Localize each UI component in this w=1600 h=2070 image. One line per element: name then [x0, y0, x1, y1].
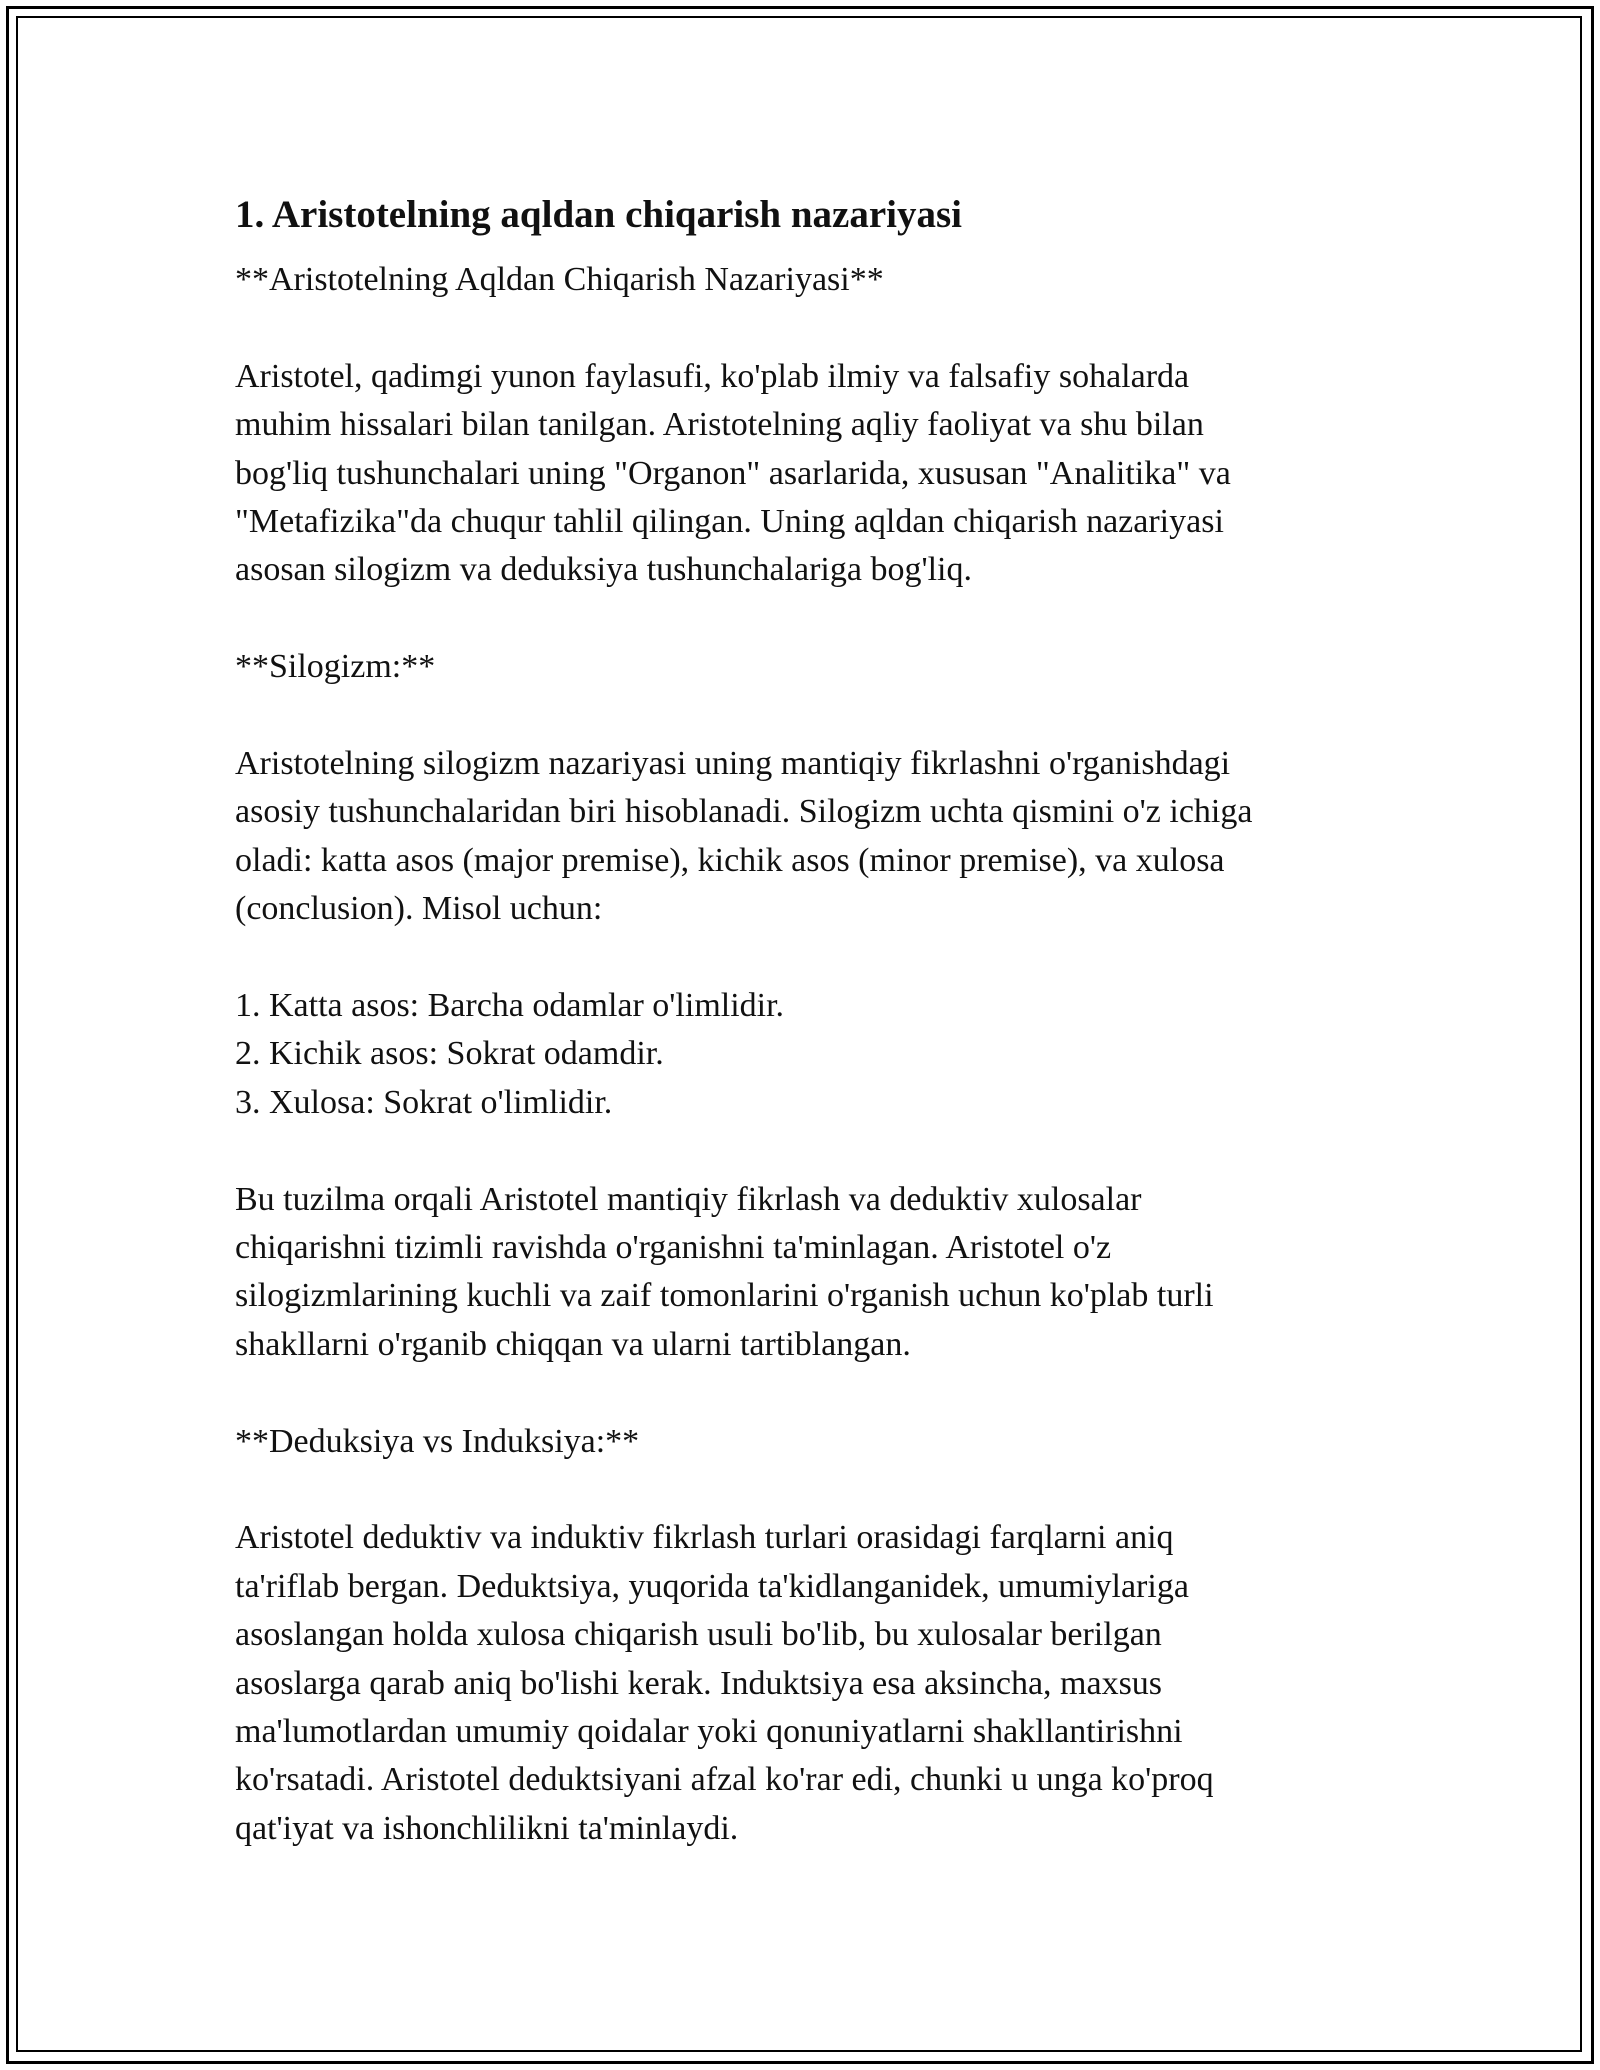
deduction-paragraph — [235, 1514, 1375, 1853]
example-list — [235, 982, 1375, 1127]
paragraph-line: Aristotel, qadimgi yunon faylasufi, ko'plab ilmiy va falsafiy sohalarda — [235, 357, 1190, 395]
paragraph-line: silogizmlarining kuchli va zaif tomonlarini o'rganish uchun ko'plab turli — [235, 1277, 1214, 1315]
paragraph-gap — [235, 692, 1375, 740]
paragraph-line: "Metafizika"da chuqur tahlil qilingan. Uning aqldan chiqarish nazariyasi — [235, 503, 1224, 541]
paragraph-line: ma'lumotlardan umumiy qoidalar yoki qonuniyatlarni shakllantirishni — [235, 1713, 1183, 1751]
paragraph-line: muhim hissalari bilan tanilgan. Aristotelning aqliy faoliyat va shu bilan — [235, 406, 1204, 444]
paragraph-line: shakllarni o'rganib chiqqan va ularni tartiblangan. — [235, 1325, 911, 1363]
paragraph-line: asosan silogizm va deduksiya tushunchalariga bog'liq. — [235, 551, 972, 589]
document-subtitle: **Aristotelning Aqldan Chiqarish Nazariyasi** — [235, 261, 884, 298]
list-item: 1. Katta asos: Barcha odamlar o'limlidir. — [235, 987, 785, 1025]
paragraph-line: ta'riflab bergan. Deduktsiya, yuqorida ta'kidlanganidek, umumiylariga — [235, 1567, 1189, 1605]
paragraph-line: asoslangan holda xulosa chiqarish usuli bo'lib, bu xulosalar berilgan — [235, 1616, 1162, 1654]
paragraph-line: oladi: katta asos (major premise), kichik asos (minor premise), va xulosa — [235, 841, 1225, 879]
paragraph-line: Bu tuzilma orqali Aristotel mantiqiy fikrlash va deduktiv xulosalar — [235, 1180, 1142, 1218]
structure-paragraph — [235, 1176, 1375, 1370]
paragraph-gap — [235, 595, 1375, 643]
paragraph-line: qat'iyat va ishonchlilikni ta'minlaydi. — [235, 1809, 739, 1847]
document-body — [235, 180, 1375, 1853]
section-heading-silogizm: **Silogizm:** — [235, 648, 436, 686]
intro-paragraph — [235, 353, 1375, 595]
list-item: 3. Xulosa: Sokrat o'limlidir. — [235, 1083, 613, 1121]
silogizm-paragraph — [235, 740, 1375, 934]
paragraph-line: Aristotelning silogizm nazariyasi uning mantiqiy fikrlashni o'rganishdagi — [235, 745, 1231, 783]
paragraph-line: chiqarishni tizimli ravishda o'rganishni ta'minlagan. Aristotel o'z — [235, 1229, 1112, 1267]
paragraph-gap — [235, 1369, 1375, 1417]
paragraph-line: Aristotel deduktiv va induktiv fikrlash turlari orasidagi farqlarni aniq — [235, 1519, 1174, 1557]
paragraph-line: (conclusion). Misol uchun: — [235, 890, 603, 928]
paragraph-line: asosiy tushunchalaridan biri hisoblanadi. Silogizm uchta qismini o'z ichiga — [235, 793, 1253, 831]
paragraph-line: ko'rsatadi. Aristotel deduktsiyani afzal ko'rar edi, chunki u unga ko'proq — [235, 1761, 1214, 1799]
paragraph-gap — [235, 934, 1375, 982]
section-heading-deduksiya: **Deduksiya vs Induksiya:** — [235, 1422, 640, 1460]
paragraph-gap — [235, 304, 1375, 352]
paragraph-gap — [235, 1127, 1375, 1175]
list-item: 2. Kichik asos: Sokrat odamdir. — [235, 1035, 664, 1073]
paragraph-gap — [235, 1466, 1375, 1514]
paragraph-line: asoslarga qarab aniq bo'lishi kerak. Induktsiya esa aksincha, maxsus — [235, 1664, 1163, 1702]
paragraph-line: bog'liq tushunchalari uning "Organon" asarlarida, xususan "Analitika" va — [235, 454, 1231, 492]
document-title: 1. Aristotelning aqldan chiqarish nazariyasi — [235, 193, 963, 236]
